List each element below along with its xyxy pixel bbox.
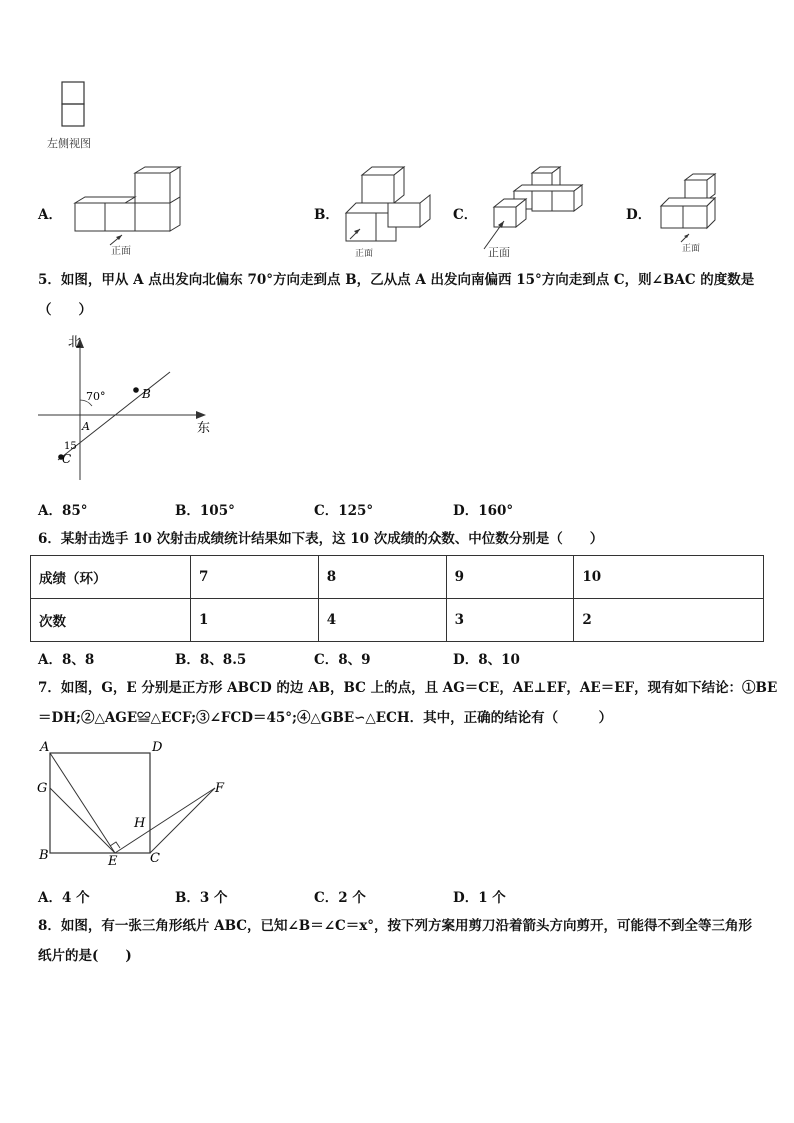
fig7-point-d: D xyxy=(152,740,163,755)
q7-option-c: C．2 个 xyxy=(314,890,366,906)
point-a-label: A xyxy=(82,420,90,433)
q7-option-b: B．3 个 xyxy=(175,890,228,906)
fig7-point-h: H xyxy=(134,816,146,831)
fig7-point-b: B xyxy=(39,848,49,863)
option-d-letter: D． xyxy=(626,207,652,223)
table-row xyxy=(31,599,764,642)
q6-option-a: A．8、8 xyxy=(38,652,95,668)
table-cell: 1 xyxy=(191,599,319,642)
table-row xyxy=(31,556,764,599)
q5-option-d: D．160° xyxy=(453,503,514,519)
question-6-text: 6．某射击选手 10 次射击成绩统计结果如下表，这 10 次成绩的众数、中位数分别是（ ） xyxy=(38,531,604,547)
left-view-caption: 左侧视图 xyxy=(47,137,91,150)
fig7-point-c: C xyxy=(150,851,160,866)
option-b-cubes-figure xyxy=(340,163,435,258)
question-7-figure xyxy=(30,738,240,873)
table-cell: 8 xyxy=(318,556,446,599)
table-cell: 4 xyxy=(318,599,446,642)
q5-option-b: B．105° xyxy=(175,503,235,519)
angle-70-label: 70° xyxy=(86,390,106,403)
q7-option-a: A．4 个 xyxy=(38,890,90,906)
table-cell: 9 xyxy=(446,556,574,599)
q7-option-d: D．1 个 xyxy=(453,890,506,906)
fig7-point-e: E xyxy=(108,854,118,869)
point-b-label: B xyxy=(142,387,151,401)
north-label: 北 xyxy=(68,335,82,350)
option-a-front-label: 正面 xyxy=(111,246,131,257)
question-8-line2: 纸片的是( ) xyxy=(38,948,132,964)
fig7-point-g: G xyxy=(37,781,48,796)
option-c-letter: C． xyxy=(453,207,478,223)
question-5-blank: （ ） xyxy=(38,302,92,318)
table-cell: 10 xyxy=(574,556,764,599)
fig7-point-f: F xyxy=(215,781,225,796)
left-view-figure xyxy=(55,78,95,134)
option-a-letter: A． xyxy=(38,207,62,223)
option-d-front-label: 正面 xyxy=(682,244,701,254)
question-8-line1: 8．如图，有一张三角形纸片 ABC，已知∠B＝∠C＝x°，按下列方案用剪刀沿着箭头方向剪开，可能得不到全等三角形 xyxy=(38,918,753,934)
question-7-line1: 7．如图，G，E 分别是正方形 ABCD 的边 AB，BC 上的点，且 AG＝CE，AE⊥EF，AE＝EF，现有如下结论：①BE xyxy=(38,680,778,696)
table-cell: 成绩（环） xyxy=(31,556,191,599)
option-b-front-label: 正面 xyxy=(355,249,374,259)
angle-15-label: 15 xyxy=(64,441,77,452)
q5-option-c: C．125° xyxy=(314,503,374,519)
table-cell: 2 xyxy=(574,599,764,642)
table-cell: 7 xyxy=(191,556,319,599)
table-cell: 次数 xyxy=(31,599,191,642)
score-table xyxy=(30,555,764,642)
q6-option-b: B．8、8.5 xyxy=(175,652,247,668)
fig7-point-a: A xyxy=(40,740,50,755)
option-b-letter: B． xyxy=(314,207,339,223)
option-c-front-label: 正面 xyxy=(488,246,510,259)
q5-option-a: A．85° xyxy=(38,503,88,519)
point-c-label: C xyxy=(62,452,72,466)
table-cell: 3 xyxy=(446,599,574,642)
question-5-text: 5．如图，甲从 A 点出发向北偏东 70°方向走到点 B，乙从点 A 出发向南偏西 15°方向走到点 C，则∠BAC 的度数是 xyxy=(38,272,755,288)
question-5-figure xyxy=(30,330,220,485)
east-label: 东 xyxy=(197,421,211,436)
q6-option-c: C．8、9 xyxy=(314,652,371,668)
q6-option-d: D．8、10 xyxy=(453,652,520,668)
question-7-line2: ＝DH;②△AGE≌△ECF;③∠FCD＝45°;④△GBE∽△ECH．其中，正确的结论有（ ） xyxy=(38,710,613,726)
